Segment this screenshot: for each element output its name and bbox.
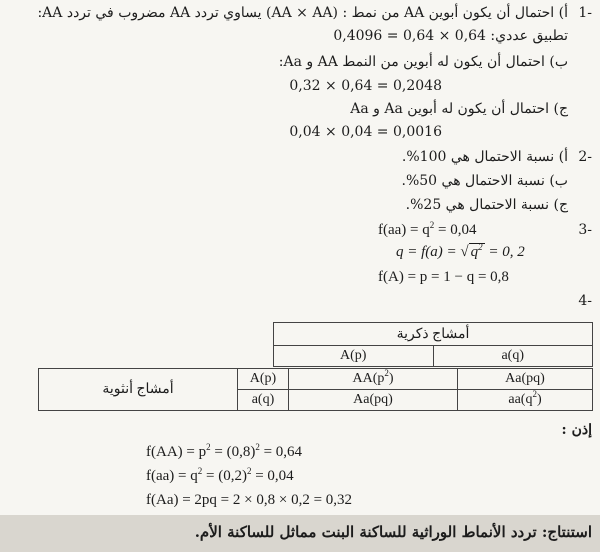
cell-AA: $AA(p^2)$ [289, 369, 458, 390]
section-2c: ج) نسبة الاحتمال هي 25%. [405, 197, 568, 213]
equation-f-aa: $f(aa) = q^2 = 0,04$ [378, 220, 477, 238]
section-1a-title: أ) احتمال أن يكون أبوين AA من نمط : (AA × AA) يساوي تردد AA مضروب في تردد AA: [37, 5, 568, 21]
cell-Aa-2: Aa(pq) [289, 390, 458, 411]
male-gametes-header [273, 322, 593, 367]
section-1a-calc: تطبيق عددي: 0,64 × 0,64 = 0,4096 [333, 28, 568, 44]
result-f-Aa: f(Aa) = 2pq = 2 × 0,8 × 0,2 = 0,32 [146, 492, 353, 508]
row-header-a: a(q) [238, 390, 289, 411]
sqrt-icon: √ [460, 244, 469, 260]
section-2-number: -2 [578, 149, 592, 165]
row-header-A: A(p) [238, 369, 289, 390]
equation-f-A: f(A) = p = 1 − q = 0,8 [378, 269, 509, 285]
col-header-a: a(q) [433, 346, 593, 367]
col-header-A: A(p) [274, 346, 434, 367]
male-gametes-label: أمشاج ذكرية [274, 323, 593, 346]
section-1-number: -1 [578, 5, 592, 21]
female-gametes-label: أمشاج أنثوية [39, 369, 238, 411]
cell-Aa-1: Aa(pq) [458, 369, 593, 390]
conclusion-text: استنتاج: تردد الأنماط الوراثية للساكنة البنت مماثل للساكنة الأم. [194, 523, 592, 541]
result-f-AA: $f(AA) = p^2 = (0,8)^2 = 0,64$ [146, 442, 303, 460]
therefore-label: إذن : [561, 422, 592, 438]
section-2a: أ) نسبة الاحتمال هي 100%. [401, 149, 568, 165]
section-4-number: -4 [578, 293, 592, 309]
section-2b: ب) نسبة الاحتمال هي 50%. [401, 173, 568, 189]
section-1b-title: ب) احتمال أن يكون له أبوين من النمط AA و Aa: [278, 54, 568, 70]
cell-aa: $aa(q^2)$ [458, 390, 593, 411]
section-1c-calc: 0,0016 = 0,04 × 0,04 [289, 124, 442, 140]
punnett-table [38, 368, 593, 411]
section-1b-calc: 0,2048 = 0,64 × 0,32 [289, 78, 442, 94]
section-1c-title: ج) احتمال أن يكون له أبوين Aa و Aa [350, 101, 568, 117]
section-3-number: -3 [578, 222, 592, 238]
equation-q: q = f(a) = √ $q^2 = 0$, 2 [396, 242, 525, 260]
result-f-aa: $f(aa) = q^2 = (0,2)^2 = 0,04$ [146, 466, 294, 484]
